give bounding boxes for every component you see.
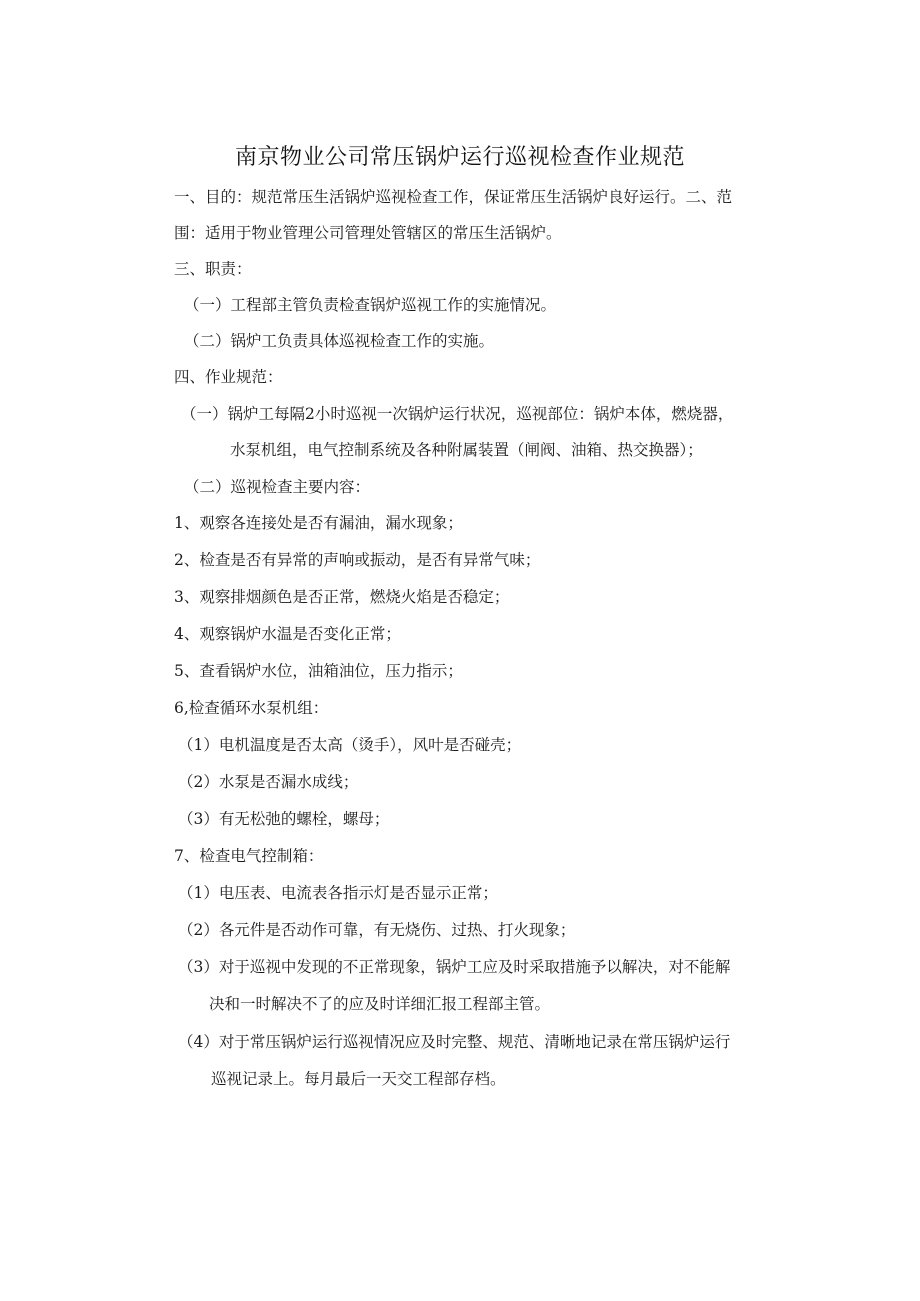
pump-check-2: （2）水泵是否漏水成线； [178, 773, 359, 791]
purpose-scope-line-2: 围：适用于物业管理公司管理处管辖区的常压生活锅炉。 [174, 224, 562, 242]
duty-item-1: （一）工程部主管负责检查锅炉巡视工作的实施情况。 [184, 296, 557, 314]
procedure-item-2: （二）巡视检查主要内容： [184, 478, 371, 496]
duty-item-2: （二）锅炉工负责具体巡视检查工作的实施。 [184, 332, 495, 350]
check-item-5: 5、查看锅炉水位，油箱油位，压力指示； [174, 662, 463, 680]
document-title: 南京物业公司常压锅炉运行巡视检查作业规范 [234, 145, 685, 170]
control-box-check-3-line-2: 决和一时解决不了的应及时详细汇报工程部主管。 [209, 995, 551, 1013]
procedure-item-1-line-1: （一）锅炉工每隔2小时巡视一次锅炉运行状况，巡视部位：锅炉本体，燃烧器， [181, 405, 734, 423]
check-item-7: 7、检查电气控制箱： [174, 847, 324, 865]
check-item-3: 3、观察排烟颜色是否正常，燃烧火焰是否稳定； [174, 588, 510, 606]
check-item-2: 2、检查是否有异常的声响或振动，是否有异常气味； [174, 551, 541, 569]
control-box-check-4-line-2: 巡视记录上。每月最后一天交工程部存档。 [211, 1070, 506, 1088]
control-box-check-3-line-1: （3）对于巡视中发现的不正常现象，锅炉工应及时采取措施予以解决，对不能解 [178, 958, 731, 976]
check-item-1: 1、观察各连接处是否有漏油，漏水现象； [174, 514, 463, 532]
control-box-check-2: （2）各元件是否动作可靠，有无烧伤、过热、打火现象； [178, 921, 576, 939]
pump-check-1: （1）电机温度是否太高（烫手），风叶是否碰壳； [178, 736, 522, 754]
control-box-check-4-line-1: （4）对于常压锅炉运行巡视情况应及时完整、规范、清晰地记录在常压锅炉运行 [178, 1033, 731, 1051]
section-heading-duties: 三、职责： [174, 260, 252, 278]
pump-check-3: （3）有无松弛的螺栓，螺母； [178, 810, 390, 828]
control-box-check-1: （1）电压表、电流表各指示灯是否显示正常； [178, 884, 498, 902]
check-item-4: 4、观察锅炉水温是否变化正常； [174, 625, 401, 643]
procedure-item-1-line-2: 水泵机组，电气控制系统及各种附属装置（闸阀、油箱、热交换器）； [230, 441, 703, 459]
section-heading-procedures: 四、作业规范： [174, 368, 283, 386]
check-item-6: 6,检查循环水泵机组： [174, 699, 329, 717]
purpose-scope-line-1: 一、目的：规范常压生活锅炉巡视检查工作，保证常压生活锅炉良好运行。二、范 [174, 188, 733, 206]
